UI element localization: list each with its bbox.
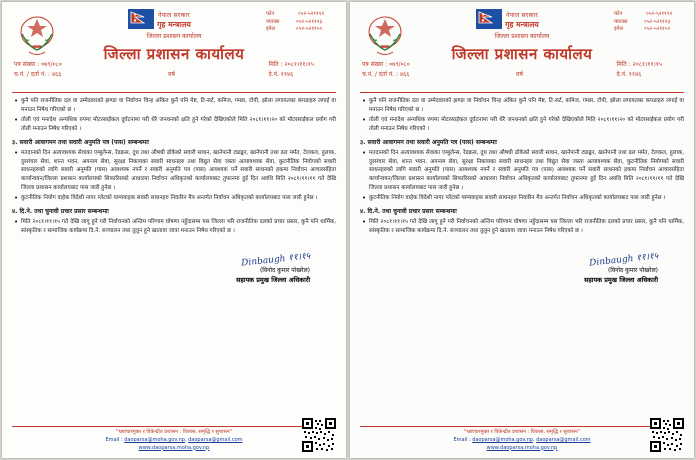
email-number: ०५२-५२११५० bbox=[296, 26, 323, 33]
reference-meta bbox=[362, 60, 410, 80]
header-divider bbox=[360, 92, 684, 93]
website-link[interactable]: www.daoparsa.moha.gov.np bbox=[486, 444, 558, 451]
office-title: जिल्ला प्रशासन कार्यालय bbox=[451, 45, 593, 63]
email-separator: , bbox=[532, 437, 535, 443]
section-4-bullets bbox=[360, 218, 684, 235]
qr-code bbox=[302, 418, 336, 452]
chalani-value: ४६६ bbox=[51, 71, 62, 79]
signatory-name: (विनोद कुमार पोखरेल) bbox=[607, 267, 658, 275]
section-heading-4 bbox=[360, 207, 684, 216]
section-heading-3 bbox=[360, 138, 684, 147]
section-title: सवारी आवागमन तथा सवारी अनुमति पत्र (पास) सम्बन्धमाः bbox=[19, 138, 149, 146]
letter-body bbox=[360, 97, 684, 235]
page-footer bbox=[360, 426, 684, 452]
gov-line-1: नेपाल सरकार bbox=[506, 12, 538, 19]
ref-no-value: ०७९/०८० bbox=[389, 61, 410, 68]
list-item: • मतदानको दिन अत्यावश्यक सेवाका एम्बुलेन्स, रेडक्रस, दुध तथा औषधी ढोकेको सवारी साधन, खानेपानी ट्याङ्कर, खानेपानी तथा ढल मर्मत, टेलकल, हुलाक, दुरसंचार सेवा, शान्त भवन, अपनाम सेवा, सुरक्षा निकायका सवारी साधनहरु तथा विद्युत सेवा जस्ता अत्यावश्यक सेवा, कुटनीतिक नियोगको सवारी साधनहरुको लागि सवारी अनुमति (पास) आवश्यक नपर्ने र सवारी अनुमति पत्र (पास) आवश्यक पर्ने सवारी साधनको हकमा निर्वाचन आचारसंहिता कार्यान्वयन/जिल्ला प्रशासन कार्यालयको सिफारिसको आधारमा निर्वाचन अधिकृतको कार्यालयबाट तुफानमा हुई दिन अवधि मिति २०८१।११।११ गते देखि जिल्ला प्रशासन कार्यालयबाट पास जारी हुनेछ । bbox=[360, 149, 684, 192]
list-item: • कुटनीतिक नियोग वाहेक विदेशी नागर प्लेटको याम्यवाहक सवारी साधनहरु निवारिन मैत्र अन्तर्गत निर्वाचन अधिकृतको कार्यालयबाट पास जारी हुनेछ । bbox=[12, 194, 336, 203]
gov-line-3: जिल्ला प्रशासन कार्यालय bbox=[146, 33, 202, 40]
letter-body bbox=[12, 97, 336, 235]
gov-line-2: गृह मन्त्रालय bbox=[505, 20, 539, 29]
ref-no-line bbox=[14, 60, 62, 70]
qr-ref-line: दे.नं. ११४६ bbox=[616, 71, 642, 79]
contact-block bbox=[266, 11, 332, 34]
list-item: • कुनै पनि राजनीतिक दल वा उम्मेदवारको झण्डा वा निर्वाचन चिन्ह अंकित कुनै पनि मेष्ट, टि-सर्ट, कमिज, गम्छा, टोपी, झोला लगायतका कपडाहरु लगाई वा मनाउन निषेध गरिएको छ । bbox=[12, 97, 336, 114]
signatory-post: सहायक प्रमुख जिल्ला अधिकारी bbox=[584, 276, 658, 285]
ref-no-value: ०७९/०८० bbox=[41, 61, 62, 68]
chalani-line bbox=[14, 70, 62, 80]
section-3-bullets bbox=[12, 149, 336, 203]
chalani-value: ४६६ bbox=[399, 71, 410, 79]
gov-line-3: जिल्ला प्रशासन कार्यालय bbox=[494, 33, 550, 40]
section-4-bullets bbox=[12, 218, 336, 235]
section-title: सवारी आवागमन तथा सवारी अनुमति पत्र (पास) सम्बन्धमाः bbox=[367, 138, 497, 146]
signatory-post: सहायक प्रमुख जिल्ला अधिकारी bbox=[236, 276, 310, 285]
section-title: दि.ने. तथा चुनावी प्रचार प्रसार सम्बन्धमाः bbox=[19, 207, 109, 215]
contact-row bbox=[614, 19, 680, 27]
signature-text: Dinbaugh bbox=[588, 254, 634, 270]
signature-date: ११।१५ bbox=[635, 251, 659, 265]
list-item: • तोली एवं मनादेश अन्यथिक रुपमा मोटरसाईकल दुर्घटनामा परी धेरै जनधनको क्षति हुने गरेको देखिएकोले मिति २०८१।११।२० को मोटरसाईकल प्रयोग गरी तोली मनाउन निषेध गरिएको । bbox=[12, 116, 336, 133]
gov-line-1: नेपाल सरकार bbox=[158, 12, 190, 19]
header-divider bbox=[12, 92, 336, 93]
email-link-secondary[interactable]: daoparsa@gmail.com bbox=[536, 437, 591, 443]
contact-row bbox=[266, 19, 332, 27]
footer-website-line bbox=[12, 445, 336, 453]
list-item: • मिति २०८१।११।१५ गते देखि लागू हुने गरी निर्वाचनको अन्तिम परिणाम घोषणा नहुँदासम्म यस जिल्ला भरि राजनीतिक दलको प्रचार प्रसार, कुनै पनि धार्मिक, सांस्कृतिक र सामाजिक कार्यक्रमा दि.ने. सञ्चालन तथा तुलुन हुने खातावा जात्रा मनाउन निषेध गरिएको छ । bbox=[12, 218, 336, 235]
phone-icon: फोन bbox=[614, 11, 623, 17]
phone-icon: फोन bbox=[266, 11, 275, 17]
fax-label: फ्याक्स bbox=[614, 18, 628, 25]
date-meta bbox=[269, 60, 314, 80]
contact-row bbox=[266, 26, 332, 34]
fax-number: ०५२-५२११२३ bbox=[296, 18, 323, 25]
section-heading-3 bbox=[12, 138, 336, 147]
date-value: २०८१।११।१५ bbox=[632, 61, 662, 68]
letterhead bbox=[12, 8, 336, 90]
contact-row bbox=[614, 11, 680, 19]
letterhead bbox=[360, 8, 684, 90]
section-number: ४. bbox=[360, 207, 366, 215]
website-link[interactable]: www.daoparsa.moha.gov.np bbox=[138, 444, 210, 451]
office-title: जिल्ला प्रशासन कार्यालय bbox=[103, 45, 245, 63]
phone-number: ०५२-५२१११२ bbox=[298, 11, 325, 17]
footer-website-line bbox=[360, 445, 684, 453]
section-number: ४. bbox=[12, 207, 18, 215]
reference-meta bbox=[14, 60, 62, 80]
footer-contact bbox=[360, 437, 684, 452]
document-page-right bbox=[350, 2, 694, 458]
ref-no-label: पत्र संख्या : bbox=[362, 61, 388, 68]
list-item: • कुनै पनि राजनीतिक दल वा उम्मेदवारको झण्डा वा निर्वाचन चिन्ह अंकित कुनै पनि मेष्ट, टि-सर्ट, कमिज, गम्छा, टोपी, झोला लगायतका कपडाहरु लगाई वा मनाउन निषेध गरिएको छ । bbox=[360, 97, 684, 114]
date-label: मिति : bbox=[616, 61, 631, 68]
ref-no-line bbox=[362, 60, 410, 70]
email-label: इमेल bbox=[266, 26, 276, 33]
signature-date: ११।१५ bbox=[287, 251, 311, 265]
section-title: दि.ने. तथा चुनावी प्रचार प्रसार सम्बन्धमाः bbox=[367, 207, 457, 215]
date-label: मिति : bbox=[268, 61, 283, 68]
year-label: वर्ष bbox=[516, 71, 523, 78]
signature-block bbox=[12, 247, 336, 284]
top-bullet-list bbox=[360, 97, 684, 134]
list-item: • मतदानको दिन अत्यावश्यक सेवाका एम्बुलेन्स, रेडक्रस, दुध तथा औषधी ढोकेको सवारी साधन, खानेपानी ट्याङ्कर, खानेपानी तथा ढल मर्मत, टेलकल, हुलाक, दुरसंचार सेवा, शान्त भवन, अपनाम सेवा, सुरक्षा निकायका सवारी साधनहरु तथा विद्युत सेवा जस्ता अत्यावश्यक सेवा, कुटनीतिक नियोगको सवारी साधनहरुको लागि सवारी अनुमति (पास) आवश्यक नपर्ने र सवारी अनुमति पत्र (पास) आवश्यक पर्ने सवारी साधनको हकमा निर्वाचन आचारसंहिता कार्यान्वयन/जिल्ला प्रशासन कार्यालयको सिफारिसको आधारमा निर्वाचन अधिकृतको कार्यालयबाट तुफानमा हुई दिन अवधि मिति २०८१।११।११ गते देखि जिल्ला प्रशासन कार्यालयबाट पास जारी हुनेछ । bbox=[12, 149, 336, 192]
email-label: Email : bbox=[105, 437, 123, 443]
list-item: • तोली एवं मनादेश अन्यथिक रुपमा मोटरसाईकल दुर्घटनामा परी धेरै जनधनको क्षति हुने गरेको देखिएकोले मिति २०८१।११।२० को मोटरसाईकल प्रयोग गरी तोली मनाउन निषेध गरिएको । bbox=[360, 116, 684, 133]
email-link-primary[interactable]: daoparsa@moha.gov.np bbox=[472, 437, 533, 443]
signature-block bbox=[360, 247, 684, 284]
contact-row bbox=[266, 11, 332, 19]
chalani-line bbox=[362, 70, 410, 80]
contact-block bbox=[614, 11, 680, 34]
section-number: ३. bbox=[360, 138, 366, 146]
signature-text: Dinbaugh bbox=[240, 254, 286, 270]
footer-email-line bbox=[12, 437, 336, 445]
chalani-label: च.नं. / दर्ता नं. : bbox=[14, 71, 51, 79]
date-value: २०८१।११।१५ bbox=[284, 61, 314, 68]
list-item: • कुटनीतिक नियोग वाहेक विदेशी नागर प्लेटको याम्यवाहक सवारी साधनहरु निवारिन मैत्र अन्तर्गत निर्वाचन अधिकृतको कार्यालयबाट पास जारी हुनेछ । bbox=[360, 194, 684, 203]
page-footer bbox=[12, 426, 336, 452]
footer-slogan: "भ्रष्टाचारमुक्त र विकेन्द्रीत प्रशासन : विकास, समृद्धि र सुशासन" bbox=[12, 426, 336, 435]
year-label: वर्ष bbox=[168, 71, 175, 78]
section-3-bullets bbox=[360, 149, 684, 203]
qr-code bbox=[650, 418, 684, 452]
footer-slogan: "भ्रष्टाचारमुक्त र विकेन्द्रीत प्रशासन : विकास, समृद्धि र सुशासन" bbox=[360, 426, 684, 435]
document-page-left bbox=[2, 2, 346, 458]
chalani-label: च.नं. / दर्ता नं. : bbox=[362, 71, 399, 79]
fax-label: फ्याक्स bbox=[266, 18, 280, 25]
section-number: ३. bbox=[12, 138, 18, 146]
email-link-primary[interactable]: daoparsa@moha.gov.np bbox=[124, 437, 185, 443]
ref-no-label: पत्र संख्या : bbox=[14, 61, 40, 68]
email-link-secondary[interactable]: daoparsa@gmail.com bbox=[188, 437, 243, 443]
top-bullet-list bbox=[12, 97, 336, 134]
footer-contact bbox=[12, 437, 336, 452]
list-item: • मिति २०८१।११।१५ गते देखि लागू हुने गरी निर्वाचनको अन्तिम परिणाम घोषणा नहुँदासम्म यस जिल्ला भरि राजनीतिक दलको प्रचार प्रसार, कुनै पनि धार्मिक, सांस्कृतिक र सामाजिक कार्यक्रमा दि.ने. सञ्चालन तथा तुलुन हुने खातावा जात्रा मनाउन निषेध गरिएको छ । bbox=[360, 218, 684, 235]
date-line bbox=[617, 60, 662, 70]
contact-row bbox=[614, 26, 680, 34]
phone-number: ०५२-५२१११२ bbox=[646, 11, 673, 17]
date-line bbox=[269, 60, 314, 70]
footer-email-line bbox=[360, 437, 684, 445]
email-label: इमेल bbox=[614, 26, 624, 33]
section-heading-4 bbox=[12, 207, 336, 216]
email-separator: , bbox=[184, 437, 187, 443]
gov-line-2: गृह मन्त्रालय bbox=[157, 20, 191, 29]
email-label: Email : bbox=[453, 437, 471, 443]
email-number: ०५२-५२११५० bbox=[644, 26, 671, 33]
date-meta bbox=[617, 60, 662, 80]
qr-ref-line: दे.नं. ११४६ bbox=[268, 71, 294, 79]
fax-number: ०५२-५२११२३ bbox=[644, 18, 671, 25]
signatory-name: (विनोद कुमार पोखरेल) bbox=[259, 267, 310, 275]
